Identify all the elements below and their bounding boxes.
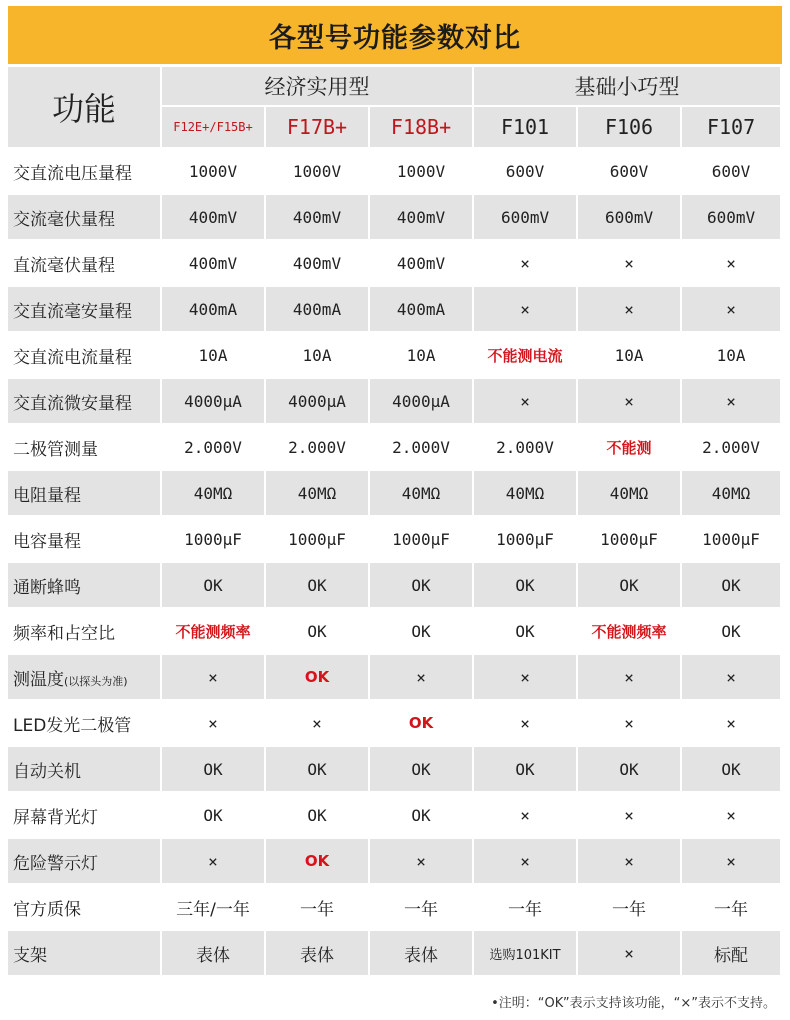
value-cell: 600mV xyxy=(578,195,682,241)
value-cell: × xyxy=(162,839,266,885)
feature-name: 二极管测量 xyxy=(13,439,98,460)
value-cell: OK xyxy=(162,563,266,609)
feature-name: 交流毫伏量程 xyxy=(13,209,115,230)
value-cell: 600mV xyxy=(682,195,782,241)
table-row xyxy=(8,471,782,517)
value-cell: 不能测 xyxy=(578,425,682,471)
value-cell: × xyxy=(578,241,682,287)
value-cell: OK xyxy=(682,609,782,655)
value-cell: 400mV xyxy=(370,195,474,241)
table-row xyxy=(8,793,782,839)
value-cell: 10A xyxy=(578,333,682,379)
value-cell: × xyxy=(578,287,682,333)
value-cell: × xyxy=(474,655,578,701)
value-cell: × xyxy=(474,287,578,333)
value-cell: × xyxy=(578,839,682,885)
value-cell: OK xyxy=(370,701,474,747)
value-cell: 2.000V xyxy=(162,425,266,471)
value-cell: × xyxy=(474,701,578,747)
value-cell: × xyxy=(682,379,782,425)
value-cell: 4000μA xyxy=(370,379,474,425)
value-cell: OK xyxy=(370,793,474,839)
value-cell: 600V xyxy=(578,149,682,195)
value-cell: 40MΩ xyxy=(474,471,578,517)
value-cell: 1000μF xyxy=(370,517,474,563)
value-cell: 1000V xyxy=(266,149,370,195)
value-cell: × xyxy=(578,379,682,425)
value-cell: 600V xyxy=(474,149,578,195)
value-cell: 10A xyxy=(682,333,782,379)
value-cell: 10A xyxy=(370,333,474,379)
feature-label xyxy=(8,379,162,425)
value-cell: 一年 xyxy=(266,885,370,931)
value-cell: OK xyxy=(370,747,474,793)
feature-name: 电容量程 xyxy=(13,531,81,552)
value-cell: × xyxy=(474,793,578,839)
value-cell: 一年 xyxy=(578,885,682,931)
value-cell: OK xyxy=(266,793,370,839)
value-cell: 40MΩ xyxy=(162,471,266,517)
value-cell: 不能测电流 xyxy=(474,333,578,379)
feature-label xyxy=(8,149,162,195)
value-cell: OK xyxy=(370,609,474,655)
feature-name: 屏幕背光灯 xyxy=(13,807,98,828)
table-row xyxy=(8,701,782,747)
value-cell: × xyxy=(370,655,474,701)
value-cell: OK xyxy=(682,747,782,793)
value-cell: 10A xyxy=(266,333,370,379)
value-cell: 1000μF xyxy=(162,517,266,563)
value-cell: × xyxy=(162,655,266,701)
table-row xyxy=(8,747,782,793)
feature-name: 频率和占空比 xyxy=(13,623,115,644)
feature-label xyxy=(8,747,162,793)
value-cell: × xyxy=(682,701,782,747)
model-header: F101 xyxy=(474,107,578,149)
value-cell: × xyxy=(682,655,782,701)
value-cell: OK xyxy=(162,793,266,839)
value-cell: 三年/一年 xyxy=(162,885,266,931)
feature-name: 危险警示灯 xyxy=(13,853,98,874)
value-cell: 10A xyxy=(162,333,266,379)
value-cell: 1000μF xyxy=(682,517,782,563)
table-row xyxy=(8,425,782,471)
feature-name: 交直流电压量程 xyxy=(13,163,132,184)
value-cell: × xyxy=(578,655,682,701)
table-body xyxy=(8,149,782,977)
feature-label xyxy=(8,425,162,471)
table-row xyxy=(8,379,782,425)
value-cell: 标配 xyxy=(682,931,782,977)
table-row xyxy=(8,241,782,287)
feature-label xyxy=(8,471,162,517)
model-header: F18B+ xyxy=(370,107,474,149)
value-cell: 1000V xyxy=(162,149,266,195)
value-cell: OK xyxy=(474,609,578,655)
value-cell: 40MΩ xyxy=(578,471,682,517)
table-row xyxy=(8,333,782,379)
value-cell: 400mA xyxy=(370,287,474,333)
model-header: F106 xyxy=(578,107,682,149)
value-cell: 选购101KIT xyxy=(474,931,578,977)
value-cell: × xyxy=(578,793,682,839)
value-cell: OK xyxy=(266,839,370,885)
feature-name: 交直流电流量程 xyxy=(13,347,132,368)
model-header: F12E+/F15B+ xyxy=(162,107,266,149)
value-cell: 40MΩ xyxy=(682,471,782,517)
value-cell: 1000μF xyxy=(474,517,578,563)
value-cell: OK xyxy=(578,563,682,609)
value-cell: 1000μF xyxy=(578,517,682,563)
feature-name: 直流毫伏量程 xyxy=(13,255,115,276)
value-cell: 2.000V xyxy=(370,425,474,471)
feature-name: 电阻量程 xyxy=(13,485,81,506)
value-cell: 40MΩ xyxy=(370,471,474,517)
table-row xyxy=(8,149,782,195)
feature-label xyxy=(8,517,162,563)
value-cell: 表体 xyxy=(266,931,370,977)
value-cell: OK xyxy=(266,563,370,609)
feature-label xyxy=(8,287,162,333)
value-cell: 2.000V xyxy=(682,425,782,471)
value-cell: 一年 xyxy=(474,885,578,931)
value-cell: 600mV xyxy=(474,195,578,241)
value-cell: 400mA xyxy=(162,287,266,333)
value-cell: OK xyxy=(266,655,370,701)
feature-label xyxy=(8,655,162,701)
value-cell: 400mV xyxy=(266,195,370,241)
value-cell: × xyxy=(682,241,782,287)
value-cell: OK xyxy=(266,747,370,793)
model-header: F17B+ xyxy=(266,107,370,149)
feature-label xyxy=(8,701,162,747)
feature-note: (以探头为准) xyxy=(64,674,128,688)
value-cell: × xyxy=(578,701,682,747)
value-cell: 400mV xyxy=(162,241,266,287)
comparison-table xyxy=(8,67,782,977)
value-cell: 不能测频率 xyxy=(578,609,682,655)
value-cell: 4000μA xyxy=(266,379,370,425)
feature-label xyxy=(8,195,162,241)
value-cell: 400mV xyxy=(370,241,474,287)
value-cell: OK xyxy=(162,747,266,793)
value-cell: OK xyxy=(370,563,474,609)
feature-label xyxy=(8,241,162,287)
feature-name: 通断蜂鸣 xyxy=(13,577,81,598)
group-header-compact: 基础小巧型 xyxy=(474,67,782,107)
table-row xyxy=(8,195,782,241)
feature-name: 官方质保 xyxy=(13,899,81,920)
feature-label xyxy=(8,793,162,839)
feature-label xyxy=(8,931,162,977)
table-row xyxy=(8,563,782,609)
value-cell: 一年 xyxy=(682,885,782,931)
feature-label xyxy=(8,563,162,609)
value-cell: 600V xyxy=(682,149,782,195)
value-cell: 400mV xyxy=(162,195,266,241)
table-row xyxy=(8,287,782,333)
value-cell: 40MΩ xyxy=(266,471,370,517)
table-row xyxy=(8,885,782,931)
feature-name: 测温度 xyxy=(13,669,64,690)
table-row xyxy=(8,609,782,655)
value-cell: × xyxy=(578,931,682,977)
page-title: 各型号功能参数对比 xyxy=(8,6,782,64)
table-row xyxy=(8,655,782,701)
footnote: •注明：“OK”表示支持该功能，“×”表示不支持。 xyxy=(491,996,776,1011)
model-header: F107 xyxy=(682,107,782,149)
feature-label xyxy=(8,885,162,931)
value-cell: 1000V xyxy=(370,149,474,195)
value-cell: 表体 xyxy=(162,931,266,977)
feature-name: 交直流毫安量程 xyxy=(13,301,132,322)
value-cell: 1000μF xyxy=(266,517,370,563)
value-cell: 一年 xyxy=(370,885,474,931)
feature-label xyxy=(8,839,162,885)
feature-name: 自动关机 xyxy=(13,761,81,782)
feature-name: 交直流微安量程 xyxy=(13,393,132,414)
value-cell: 400mV xyxy=(266,241,370,287)
value-cell: OK xyxy=(474,747,578,793)
feature-name: LED发光二极管 xyxy=(13,715,132,736)
value-cell: 400mA xyxy=(266,287,370,333)
value-cell: × xyxy=(162,701,266,747)
value-cell: 2.000V xyxy=(474,425,578,471)
feature-label xyxy=(8,333,162,379)
value-cell: 2.000V xyxy=(266,425,370,471)
table-row xyxy=(8,931,782,977)
table-row xyxy=(8,839,782,885)
group-header-economy: 经济实用型 xyxy=(162,67,474,107)
value-cell: × xyxy=(266,701,370,747)
table-row xyxy=(8,517,782,563)
value-cell: OK xyxy=(474,563,578,609)
feature-label xyxy=(8,609,162,655)
value-cell: OK xyxy=(266,609,370,655)
value-cell: × xyxy=(682,793,782,839)
value-cell: × xyxy=(474,839,578,885)
value-cell: × xyxy=(682,287,782,333)
value-cell: × xyxy=(682,839,782,885)
value-cell: 不能测频率 xyxy=(162,609,266,655)
value-cell: × xyxy=(474,379,578,425)
value-cell: 4000μA xyxy=(162,379,266,425)
value-cell: × xyxy=(370,839,474,885)
value-cell: × xyxy=(474,241,578,287)
feature-column-header: 功能 xyxy=(8,67,162,149)
value-cell: OK xyxy=(578,747,682,793)
value-cell: 表体 xyxy=(370,931,474,977)
value-cell: OK xyxy=(682,563,782,609)
feature-name: 支架 xyxy=(13,945,47,966)
